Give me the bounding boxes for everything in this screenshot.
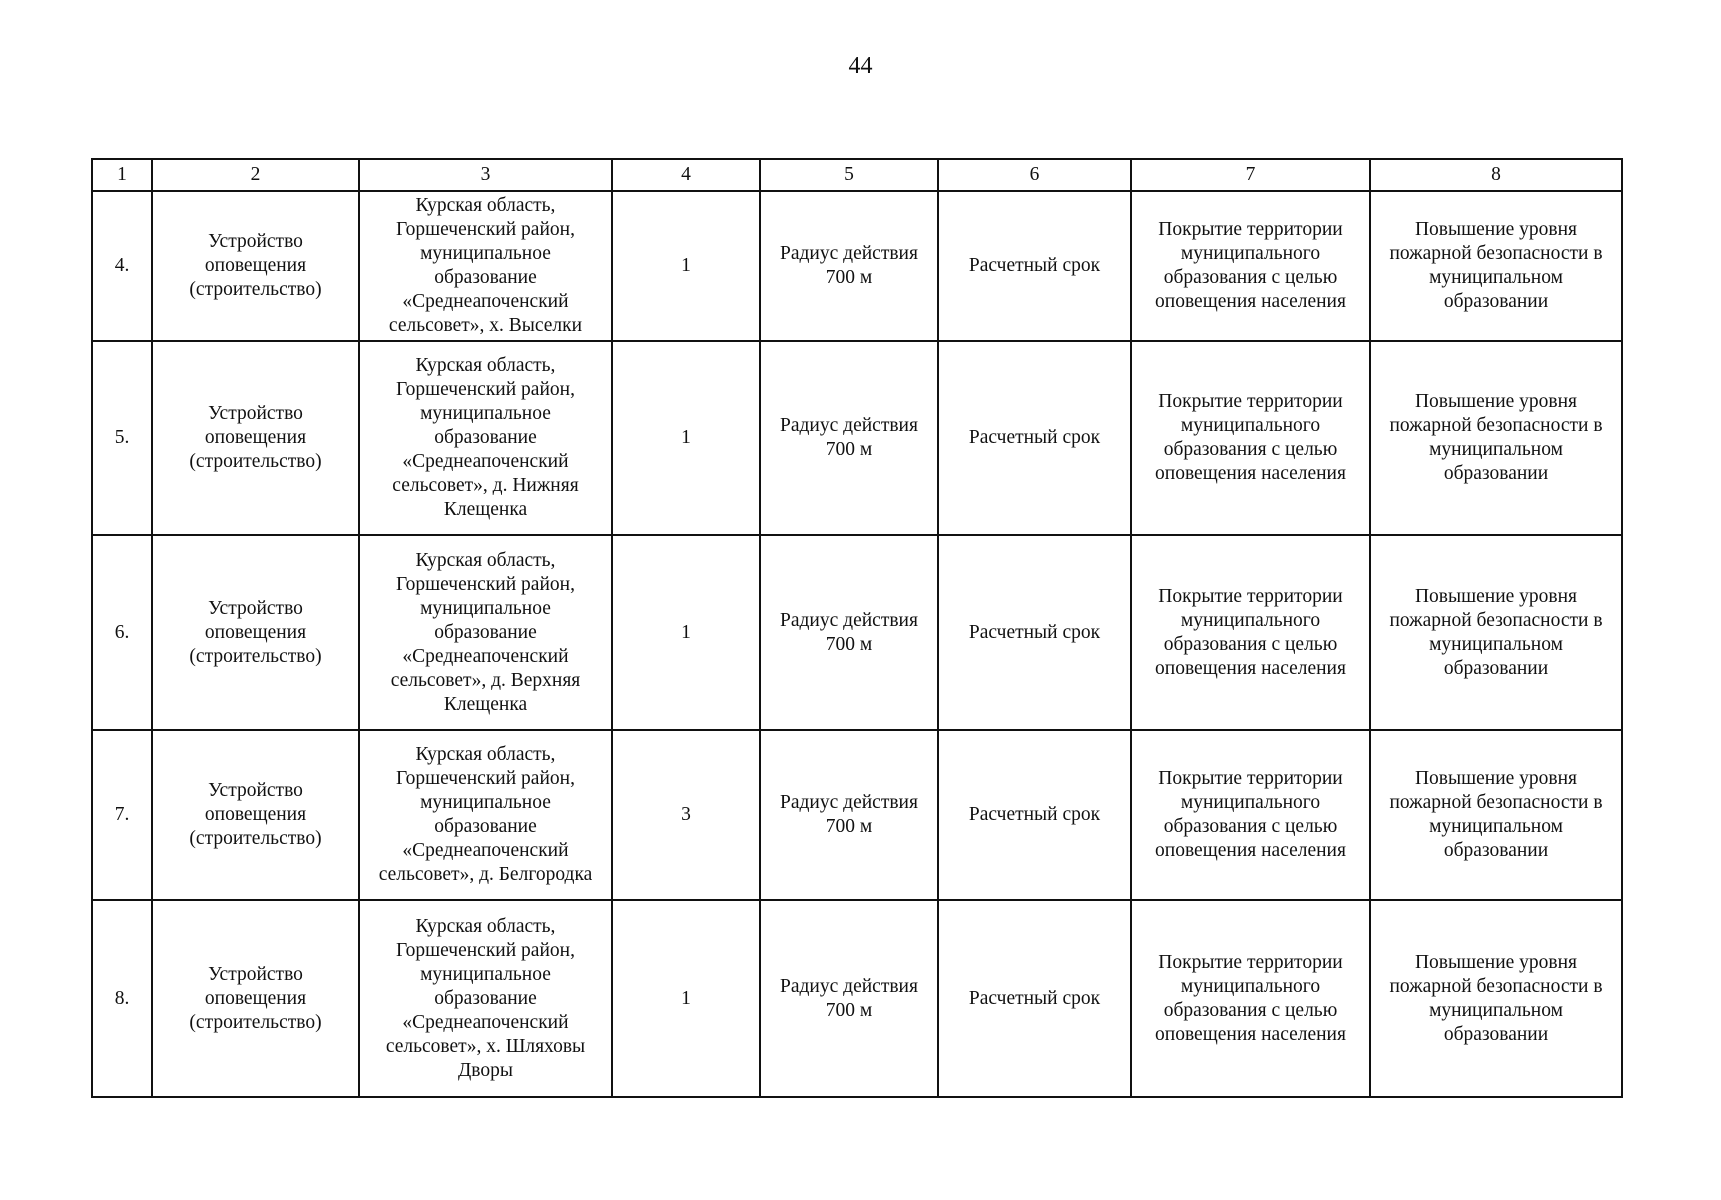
location: Курская область, Горшеченский район, муниципальное образование «Среднеапоченский сельсовет», х. Выселки — [388, 195, 583, 336]
row-number: 7. — [114, 804, 130, 825]
column-number-header: 2 — [152, 159, 359, 191]
column-number-header: 5 — [760, 159, 938, 191]
row-number: 4. — [114, 255, 130, 276]
characteristics: Радиус действия 700 м — [780, 609, 918, 655]
characteristics: Радиус действия 700 м — [780, 415, 918, 460]
table-row — [92, 730, 1622, 900]
table-row — [92, 535, 1622, 730]
object-name: Устройство оповещения (строительство) — [189, 780, 322, 849]
location: Курская область, Горшеченский район, муниципальное образование «Среднеапоченский сельсовет», х. Шляховы Дворы — [385, 915, 586, 1081]
column-number-header: 6 — [938, 159, 1131, 191]
term: Расчетный срок — [968, 621, 1101, 643]
term: Расчетный срок — [968, 427, 1101, 448]
column-number-header: 3 — [359, 159, 612, 191]
location: Курская область, Горшеченский район, муниципальное образование «Среднеапоченский сельсовет», д. Верхняя Клещенка — [390, 549, 581, 715]
effect: Повышение уровня пожарной безопасности в муниципальном образовании — [1389, 391, 1603, 484]
page-number: 44 — [848, 53, 873, 79]
effect: Повышение уровня пожарной безопасности в муниципальном образовании — [1389, 219, 1603, 312]
quantity: 1 — [681, 255, 691, 276]
effect: Повышение уровня пожарной безопасности в муниципальном образовании — [1389, 585, 1603, 679]
quantity: 3 — [681, 804, 691, 825]
object-name: Устройство оповещения (строительство) — [189, 231, 322, 300]
location: Курская область, Горшеченский район, муниципальное образование «Среднеапоченский сельсовет», д. Нижняя Клещенка — [392, 355, 579, 520]
term: Расчетный срок — [968, 987, 1101, 1009]
quantity: 1 — [681, 427, 691, 448]
location: Курская область, Горшеченский район, муниципальное образование «Среднеапоченский сельсовет», д. Белгородка — [378, 744, 593, 885]
quantity: 1 — [681, 987, 691, 1009]
object-name: Устройство оповещения (строительство) — [189, 963, 322, 1033]
column-number-header: 7 — [1131, 159, 1370, 191]
characteristics: Радиус действия 700 м — [780, 243, 918, 288]
characteristics: Радиус действия 700 м — [780, 975, 918, 1021]
measures-table — [91, 158, 1623, 1098]
row-number: 8. — [114, 987, 130, 1009]
purpose: Покрытие территории муниципального образования с целью оповещения населения — [1155, 391, 1346, 484]
effect: Повышение уровня пожарной безопасности в муниципальном образовании — [1389, 768, 1603, 861]
column-number-header: 1 — [92, 159, 152, 191]
table-row — [92, 900, 1622, 1097]
term: Расчетный срок — [968, 804, 1101, 825]
table-row — [92, 191, 1622, 341]
term: Расчетный срок — [968, 255, 1101, 276]
quantity: 1 — [681, 621, 691, 643]
column-number-header: 4 — [612, 159, 760, 191]
purpose: Покрытие территории муниципального образования с целью оповещения населения — [1155, 585, 1346, 679]
row-number: 6. — [114, 621, 130, 643]
purpose: Покрытие территории муниципального образования с целью оповещения населения — [1155, 219, 1346, 312]
column-number-header: 8 — [1370, 159, 1622, 191]
purpose: Покрытие территории муниципального образования с целью оповещения населения — [1155, 768, 1346, 861]
row-number: 5. — [114, 427, 130, 448]
characteristics: Радиус действия 700 м — [780, 792, 918, 837]
object-name: Устройство оповещения (строительство) — [189, 597, 322, 667]
column-number-row — [92, 159, 1622, 191]
effect: Повышение уровня пожарной безопасности в муниципальном образовании — [1389, 951, 1603, 1045]
object-name: Устройство оповещения (строительство) — [189, 403, 322, 472]
table-row — [92, 341, 1622, 535]
purpose: Покрытие территории муниципального образования с целью оповещения населения — [1155, 951, 1346, 1045]
